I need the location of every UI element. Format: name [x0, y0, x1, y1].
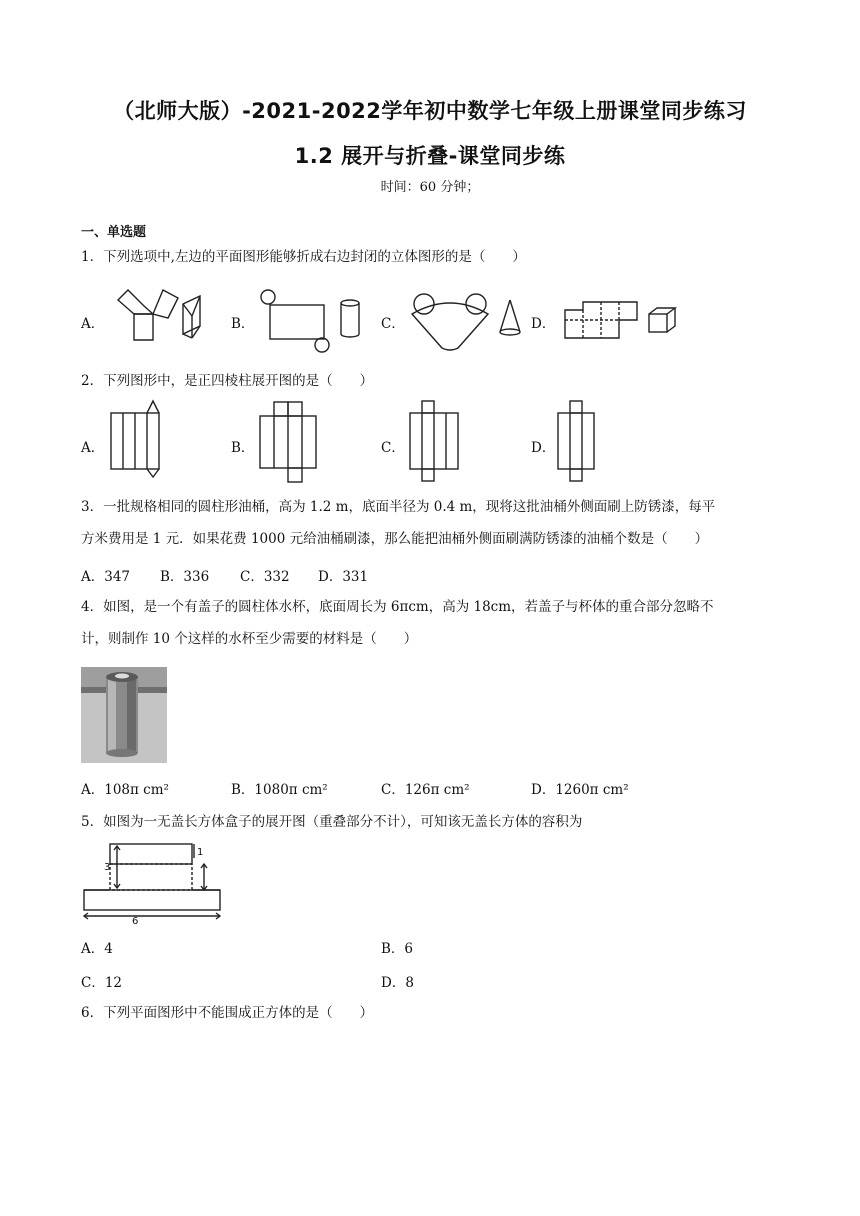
q2-figure-c	[409, 401, 469, 483]
q1-figure-b	[258, 288, 368, 354]
page-subtitle: 1.2 展开与折叠-课堂同步练	[294, 144, 566, 168]
q2-option-c-label: C．	[381, 440, 405, 456]
q1-figure-c	[410, 292, 520, 354]
section-heading: 一、单选题	[81, 225, 147, 240]
q5-box-net-figure	[84, 842, 224, 927]
question-6-text: 6．下列平面图形中不能围成正方体的是（ ）	[81, 1005, 374, 1021]
q3-option-a: A．347	[81, 569, 131, 585]
question-2-text: 2．下列图形中，是正四棱柱展开图的是（ ）	[81, 373, 374, 389]
q2-figure-a	[110, 401, 170, 477]
q3-option-b: B．336	[160, 569, 210, 585]
q3-option-d: D．331	[318, 569, 369, 585]
question-3-line-1: 3．一批规格相同的圆柱形油桶，高为 1.2 m，底面半径为 0.4 m，现将这批油桶外侧面刷上防锈漆，每平	[81, 499, 716, 515]
question-4-line-1: 4．如图，是一个有盖子的圆柱体水杯，底面周长为 6πcm，高为 18cm，若盖子与杯体的重合部分忽略不	[81, 599, 714, 615]
q4-option-a: A．108π cm²	[81, 782, 169, 798]
question-4-line-2: 计，则制作 10 个这样的水杯至少需要的材料是（ ）	[81, 631, 418, 647]
q5-label-3: 3	[104, 862, 111, 873]
q5-option-b: B．6	[381, 941, 414, 957]
q1-option-c-label: C．	[381, 316, 405, 332]
q2-figure-d	[557, 401, 607, 483]
q1-option-a-label: A．	[81, 316, 105, 332]
q1-figure-d	[565, 300, 680, 342]
q2-option-b-label: B．	[231, 440, 255, 456]
question-5-text: 5．如图为一无盖长方体盒子的展开图（重叠部分不计），可知该无盖长方体的容积为	[81, 814, 583, 830]
q2-figure-b	[259, 401, 319, 483]
water-cup-photo	[81, 667, 167, 763]
q5-label-1: 1	[197, 847, 204, 858]
q4-option-c: C．126π cm²	[381, 782, 470, 798]
q5-option-d: D．8	[381, 975, 414, 991]
q4-option-b: B．1080π cm²	[231, 782, 328, 798]
q5-option-c: C．12	[81, 975, 123, 991]
q2-option-a-label: A．	[81, 440, 105, 456]
page-title: （北师大版）-2021-2022学年初中数学七年级上册课堂同步练习	[113, 99, 747, 123]
question-3-line-2: 方米费用是 1 元．如果花费 1000 元给油桶刷漆，那么能把油桶外侧面刷满防锈漆的油桶个数是（ ）	[81, 531, 709, 547]
q3-option-c: C．332	[240, 569, 290, 585]
time-limit: 时间：60 分钟；	[380, 180, 480, 195]
q2-option-d-label: D．	[531, 440, 556, 456]
q5-label-6: 6	[132, 916, 139, 927]
q1-figure-a	[108, 288, 208, 348]
question-1-text: 1．下列选项中,左边的平面图形能够折成右边封闭的立体图形的是（ ）	[81, 249, 526, 265]
q1-option-d-label: D．	[531, 316, 556, 332]
q4-option-d: D．1260π cm²	[531, 782, 629, 798]
q1-option-b-label: B．	[231, 316, 255, 332]
q5-option-a: A．4	[81, 941, 113, 957]
